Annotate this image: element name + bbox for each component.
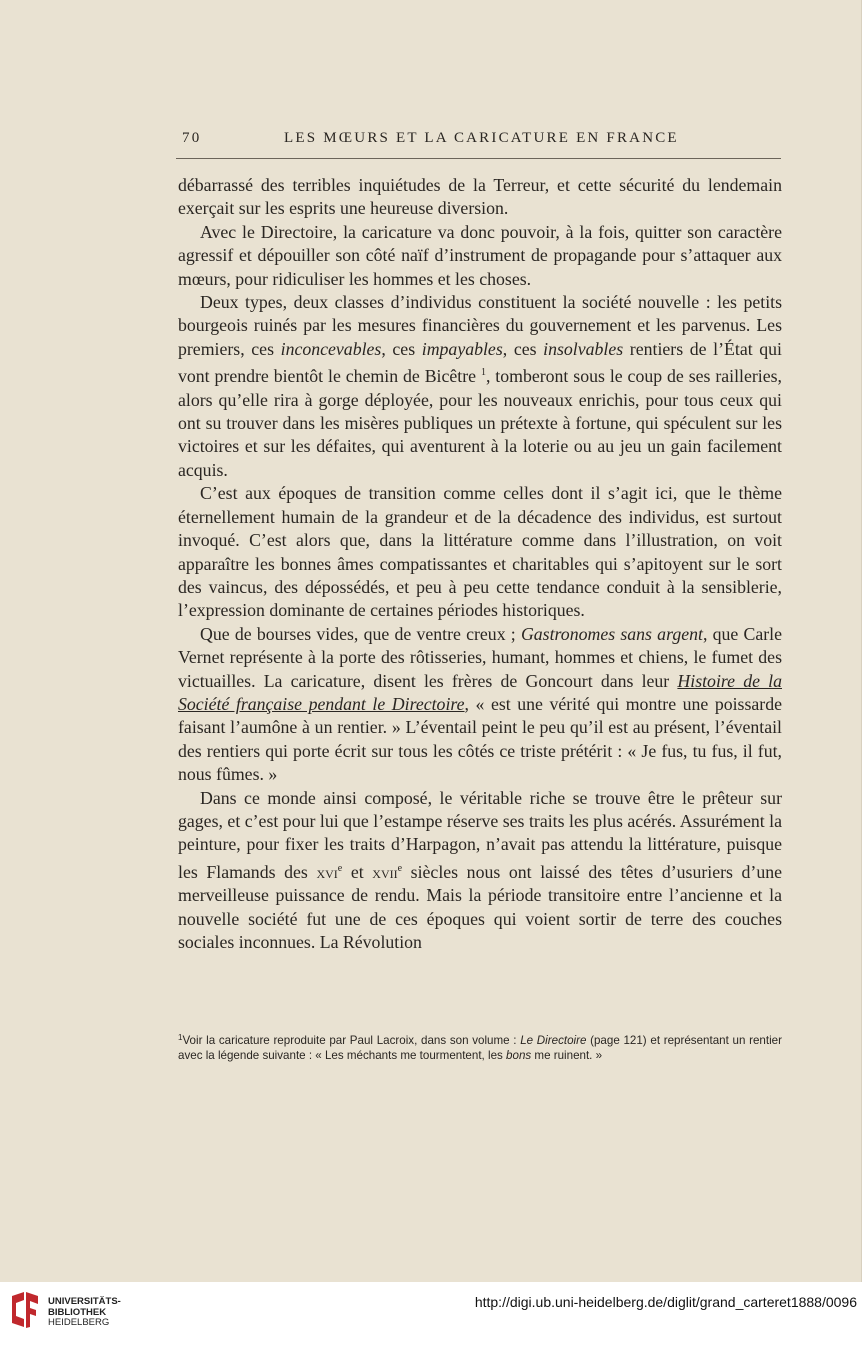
heidelberg-library-logo-icon	[8, 1290, 42, 1330]
italic-text: Histoire de la Société française pendant le Directoire	[178, 670, 782, 714]
institution-line-2: BIBLIOTHEK	[48, 1306, 107, 1318]
superscript: 1	[480, 367, 486, 379]
footer-bar	[0, 1283, 863, 1345]
text-segment: Dans ce monde ainsi composé, le véritable riche se trouve être le prêteur sur gages, et c’est pour lui que l’estampe réserve ses traits les plus acérés. Assurément la peinture, pour fixer les traits d’Harpagon, n’avait pas attendu la littérature, puisque les Flamands des	[178, 787, 782, 882]
text-segment: (page 121) et représentant un rentier avec la légende suivante : « Les méchants me tourmentent, les	[178, 1034, 782, 1062]
text-segment: me ruinent. »	[531, 1049, 603, 1062]
italic-text: Gastronomes sans argent	[520, 623, 703, 644]
text-segment: C’est aux époques de transition comme celles dont il s’agit ici, que le thème éternellement humain de la grandeur et de la décadence des individus, est surtout invoqué. C’est alors que, dans la littérature comme dans l’illustration, on voit apparaître les bonnes âmes compatissantes et charitables qui s’apitoyent sur le sort des vaincus, des dépossédés, et peu à peu cette tendance conduit à la sensiblerie, l’expression dominante de certaines périodes historiques.	[178, 483, 782, 621]
running-title: LES MŒURS ET LA CARICATURE EN FRANCE	[284, 130, 679, 146]
text-segment: , « est une vérité qui montre une poissarde faisant l’aumône à un rentier. » L’éventail peint le peu qu’il est au présent, l’éventail des rentiers qui porte écrit sur tous les côtés ce triste prétérit : « Je fus, tu fus, il fut, nous fûmes. »	[178, 693, 782, 785]
paragraph	[178, 291, 782, 482]
footnote-marker: 1	[178, 1033, 183, 1042]
italic-text: inconcevables	[280, 338, 382, 359]
text-segment: , que Carle Vernet représente à la porte des rôtisseries, humant, hommes et chiens, le fumet des victuailles. La caricature, disent les frères de Goncourt dans leur	[178, 623, 783, 691]
text-segment: débarrassé des terribles inquiétudes de la Terreur, et cette sécurité du lendemain exerçait sur les esprits une heureuse diversion.	[178, 175, 782, 219]
text-segment: xvii	[372, 861, 398, 882]
text-segment: Deux types, deux classes d’individus constituent la société nouvelle : les petits bourgeois ruinés par les mesures financières du gouvernement et les parvenus. Les premiers, ces	[178, 292, 782, 359]
text-segment: xvi	[316, 861, 338, 882]
text-segment: rentiers de l’État qui vont prendre bientôt le chemin de Bicêtre	[178, 338, 782, 387]
superscript: e	[397, 862, 403, 874]
text-segment: Que de bourses vides, que de ventre creux ;	[200, 623, 521, 644]
text-segment: , tomberont sous le coup de ses railleries, alors qu’elle rira à gorge déployée, pour les nouveaux enrichis, pour tous ceux qui ont su trouver dans les misères publiques un prétexte à fortune, qui spéculent sur les victoires et sur les défaites, qui aventurent à la loterie ou au jeu un gain facilement acquis.	[178, 366, 782, 480]
italic-text: bons	[506, 1049, 532, 1062]
italic-text: Le Directoire	[520, 1034, 587, 1047]
paragraph	[178, 623, 782, 787]
text-segment: Avec le Directoire, la caricature va donc pouvoir, à la fois, quitter son caractère agressif et dépouiller son côté naïf d’instrument de propagande pour s’attaquer aux mœurs, pour ridiculiser les hommes et les choses.	[178, 221, 782, 289]
institution-line-1: UNIVERSITÄTS-	[48, 1296, 121, 1307]
header-rule	[176, 158, 781, 159]
source-url-link[interactable]: http://digi.ub.uni-heidelberg.de/diglit/grand_carteret1888/0096	[474, 1294, 857, 1310]
paragraph	[178, 174, 782, 221]
text-segment: , ces	[502, 338, 544, 359]
page-number: 70	[182, 130, 202, 146]
body-text	[178, 174, 782, 954]
paragraph	[178, 221, 782, 291]
footnote	[178, 1030, 782, 1063]
text-segment: et	[342, 861, 373, 882]
institution-name	[48, 1297, 121, 1329]
italic-text: impayables	[421, 338, 503, 359]
paragraph	[178, 787, 782, 955]
text-segment: siècles nous ont laissé des têtes d’usuriers d’une merveilleuse puissance de rendu. Mais la période transitoire entre l’ancienne et la nouvelle société fut une de ces époques qui voient sortir de terre des couches sociales inconnues. La Révolution	[178, 861, 783, 952]
superscript: e	[337, 862, 343, 874]
italic-text: insolvables	[543, 338, 624, 359]
institution-line-3: HEIDELBERG	[48, 1317, 110, 1328]
text-segment: Voir la caricature reproduite par Paul Lacroix, dans son volume :	[182, 1034, 521, 1047]
paragraph	[178, 482, 782, 622]
text-segment: , ces	[381, 338, 422, 359]
